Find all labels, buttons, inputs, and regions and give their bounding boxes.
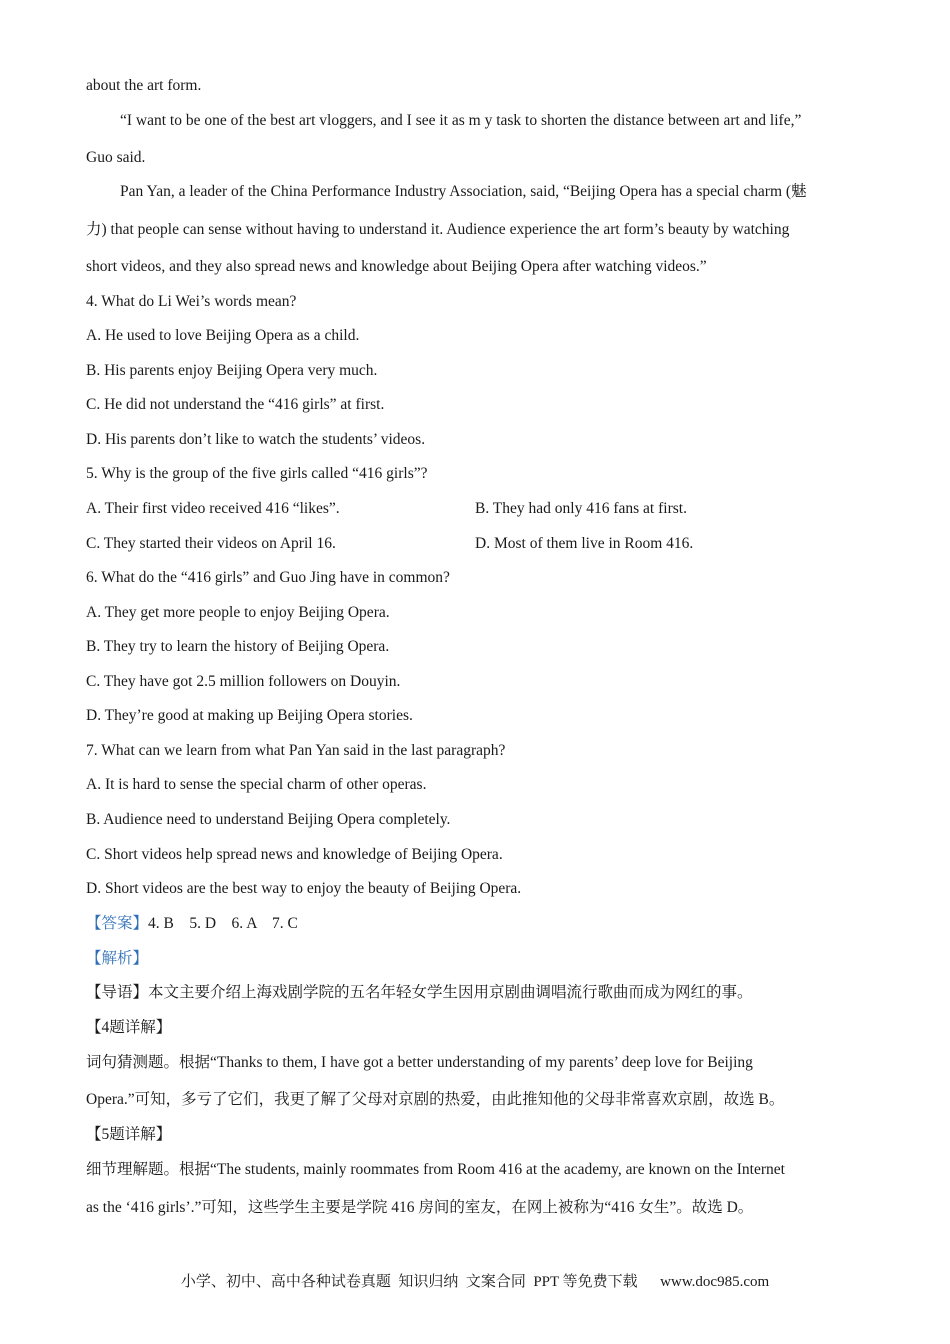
option: A. Their first video received 416 “likes”. (86, 500, 340, 517)
question-stem: 6. What do the “416 girls” and Guo Jing have in common? (86, 569, 450, 586)
passage-line: Guo said. (86, 149, 146, 166)
option: C. He did not understand the “416 girls” at first. (86, 396, 385, 413)
q5-explanation-line: as the ‘416 girls’.”可知，这些学生主要是学院 416 房间的室友，在网上被称为“416 女生”。故选 D。 (86, 1199, 754, 1216)
option: D. His parents don’t like to watch the students’ videos. (86, 431, 426, 448)
option: A. They get more people to enjoy Beijing Opera. (86, 604, 390, 621)
option: B. They try to learn the history of Beijing Opera. (86, 638, 390, 655)
question-stem: 4. What do Li Wei’s words mean? (86, 293, 297, 310)
q5-explanation-title: 【5题详解】 (86, 1126, 172, 1143)
passage-line: “I want to be one of the best art vloggers, and I see it as m y task to shorten the distance between art and life,” (120, 112, 802, 129)
option: D. Most of them live in Room 416. (475, 535, 694, 552)
question-stem: 7. What can we learn from what Pan Yan said in the last paragraph? (86, 742, 506, 759)
option: C. Short videos help spread news and knowledge of Beijing Opera. (86, 846, 503, 863)
option: D. They’re good at making up Beijing Opera stories. (86, 707, 413, 724)
option: B. They had only 416 fans at first. (475, 500, 687, 517)
option: A. It is hard to sense the special charm of other operas. (86, 776, 427, 793)
answer-label: 【答案】 (86, 915, 149, 932)
option: B. Audience need to understand Beijing Opera completely. (86, 811, 451, 828)
answer-line (86, 914, 298, 934)
q4-explanation-line: 词句猜测题。根据“Thanks to them, I have got a better understanding of my parents’ deep love for Beijing (86, 1054, 753, 1071)
q4-explanation-title: 【4题详解】 (86, 1019, 172, 1036)
passage-line: 力) that people can sense without having to understand it. Audience experience the art form’s beauty by watching (86, 221, 790, 238)
answer-text: 4. B 5. D 6. A 7. C (148, 915, 298, 932)
analysis-label: 【解析】 (86, 950, 149, 967)
option: C. They have got 2.5 million followers on Douyin. (86, 673, 401, 690)
page-footer: 小学、初中、高中各种试卷真题 知识归纳 文案合同 PPT 等免费下载 www.doc985.com (180, 1274, 770, 1290)
option: D. Short videos are the best way to enjoy the beauty of Beijing Opera. (86, 880, 522, 897)
passage-line: Pan Yan, a leader of the China Performance Industry Association, said, “Beijing Opera has a special charm (魅 (120, 183, 807, 200)
option: B. His parents enjoy Beijing Opera very much. (86, 362, 378, 379)
passage-line: about the art form. (86, 77, 202, 94)
passage-line: short videos, and they also spread news and knowledge about Beijing Opera after watching videos.” (86, 258, 707, 275)
analysis-guide: 【导语】本文主要介绍上海戏剧学院的五名年轻女学生因用京剧曲调唱流行歌曲而成为网红的事。 (86, 984, 753, 1001)
option: A. He used to love Beijing Opera as a child. (86, 327, 360, 344)
question-stem: 5. Why is the group of the five girls called “416 girls”? (86, 465, 428, 482)
q5-explanation-line: 细节理解题。根据“The students, mainly roommates from Room 416 at the academy, are known on the Internet (86, 1161, 785, 1178)
q4-explanation-line: Opera.”可知，多亏了它们，我更了解了父母对京剧的热爱，由此推知他的父母非常喜欢京剧，故选 B。 (86, 1091, 785, 1108)
option: C. They started their videos on April 16. (86, 535, 336, 552)
